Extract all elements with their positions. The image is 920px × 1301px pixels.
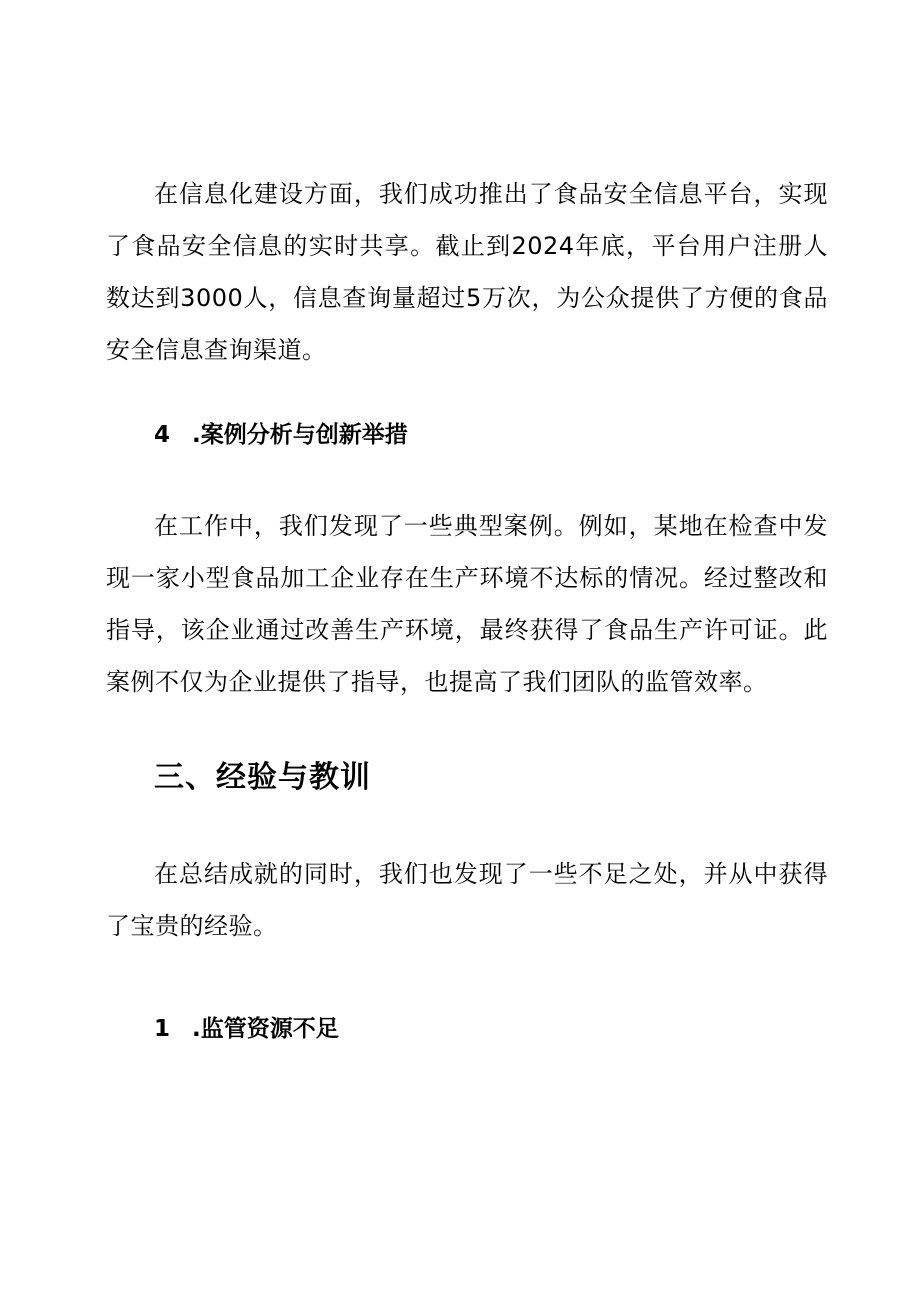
subheading-text: .监管资源不足: [192, 1016, 339, 1042]
section-heading-experience: 三、经验与教训: [154, 760, 371, 795]
paragraph-summary: 在总结成就的同时，我们也发现了一些不足之处，并从中获得了宝贵的经验。: [106, 860, 828, 940]
subheading-case-analysis: [154, 418, 408, 452]
paragraph-info-platform: 在信息化建设方面，我们成功推出了食品安全信息平台，实现了食品安全信息的实时共享。截止到2024年底，平台用户注册人数达到3000人，信息查询量超过5万次，为公众提供了方便的食品安全信息查询渠道。: [106, 180, 828, 364]
subheading-number: 1: [154, 1016, 171, 1042]
paragraph-case: 在工作中，我们发现了一些典型案例。例如，某地在检查中发现一家小型食品加工企业存在生产环境不达标的情况。经过整改和指导，该企业通过改善生产环境，最终获得了食品生产许可证。此案例不仅为企业提供了指导，也提高了我们团队的监管效率。: [106, 512, 828, 696]
subheading-number: 4: [154, 422, 171, 448]
subheading-resources: [154, 1012, 339, 1046]
subheading-text: .案例分析与创新举措: [192, 422, 408, 448]
